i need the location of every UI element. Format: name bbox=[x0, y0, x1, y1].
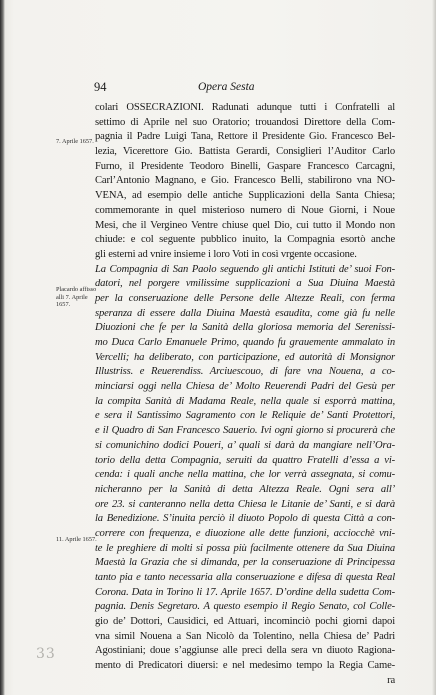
text-line: chiude: e col seguente pubblico inuito, la Compagnia esortò anche bbox=[95, 234, 395, 246]
text-line: Furno, il Presidente Teodoro Binelli, Gaspare Francesco Carcagni, bbox=[95, 160, 395, 172]
text-line: tanto pia e tanto necessaria alla conseruazione e difesa di questa Real bbox=[95, 572, 395, 583]
text-line: Corona. Data in Torino li 17. Aprile 1657. D’ordine della sudetta Com- bbox=[95, 586, 395, 598]
text-line: datori, nel porgere vmilissime supplicazioni a Sua Diuina Maestà bbox=[95, 278, 395, 290]
text-line: settimo di Aprile nel suo Oratorio; trouandosi Direttore della Com- bbox=[95, 116, 395, 128]
text-line: Diuozioni che fe per la Sanità della gloriosa memoria del Serenissi- bbox=[95, 322, 395, 334]
text-line: torio della detta Compagnia, seruiti da quattro Fratelli d’essa a vi- bbox=[95, 454, 395, 466]
text-line: mo Duca Carlo Emanuele Primo, quando fu grauemente ammalato in bbox=[95, 337, 395, 348]
text-line: VENA, ad esempio delle antiche Supplicazioni della Santa Chiesa; bbox=[95, 190, 395, 202]
text-line: minciarsi oggi nella Chiesa de’ Molto Reuerendi Padri del Gesù per bbox=[95, 381, 395, 393]
text-line: gio de’ Dottori, Causidici, ed Attuari, incominciò pochi giorni dapoi bbox=[95, 616, 395, 628]
text-line: La Compagnia di San Paolo seguendo gli antichi Istituti de’ suoi Fon- bbox=[95, 263, 395, 275]
text-line: vna simil Nouena a San Nicolò da Tolentino, nella Chiesa de’ Padri bbox=[95, 630, 395, 642]
library-stamp: 33 bbox=[36, 646, 56, 662]
text-line: pagnia il Padre Luigi Tana, Rettore il Presidente Gio. Francesco Bel- bbox=[95, 131, 395, 143]
margin-note-placard bbox=[56, 286, 96, 309]
text-line: lezia, Vicerettore Gio. Battista Gerardi, Consiglieri l’Auditor Carlo bbox=[95, 146, 395, 158]
margin-note-line: Placardo affisso bbox=[56, 286, 97, 293]
text-line: mento di Predicatori diuersi: e nel medesimo tempo la Regia Came- bbox=[95, 660, 395, 672]
margin-note-date-2 bbox=[56, 536, 97, 544]
text-line: Carl’Antonio Magnano, e Gio. Francesco Belli, stabilirono vna NO- bbox=[95, 175, 395, 187]
text-line: pagnia. Denis Segretaro. A questo esempio il Regio Senato, col Colle- bbox=[95, 601, 395, 613]
text-line: Maestà la Grazia che si dimanda, per la conseruazione di Principessa bbox=[95, 557, 395, 569]
text-line: correre con frequenza, e diuozione alle dette funzioni, acciocchè vni- bbox=[95, 527, 395, 539]
text-line: per la conseruazione delle Persone delle Altezze Reali, con ferma bbox=[95, 292, 395, 304]
page-header bbox=[0, 80, 436, 96]
margin-note-line: 7. Aprile 1657. bbox=[56, 138, 94, 145]
text-line: e sera il Santissimo Sagramento con le Reliquie de’ Santi Protettori, bbox=[95, 410, 395, 422]
text-line: la Benedizione. S’inuita perciò il diuoto Popolo di questa Città a con- bbox=[95, 513, 395, 525]
text-line: Mesi, che il Vergineo Ventre chiuse quel Dio, cui tutto il Mondo non bbox=[95, 219, 395, 231]
text-line: nicheranno per la Sanità di detta Altezza Reale. Ogni sera all’ bbox=[95, 483, 395, 495]
margin-note-date-1 bbox=[56, 138, 94, 146]
text-line: la compita Sanità di Madama Reale, nella quale si esporrà mattina, bbox=[95, 395, 395, 407]
text-line: te le preghiere di molti si possa più facilmente ottenere da Sua Diuina bbox=[95, 542, 395, 554]
text-line: Vercelli; ha deliberato, con participazione, ed autorità di Monsignor bbox=[95, 351, 395, 363]
binding-gutter-shadow bbox=[0, 0, 5, 695]
text-line: si comunichino dodici Poueri, a’ quali si darà da mangiare nell’Ora- bbox=[95, 439, 395, 451]
margin-note-line: 1657. bbox=[56, 301, 71, 309]
page-number: 94 bbox=[94, 80, 107, 94]
text-line: gli esterni ad vnire insieme i loro Voti in così vrgente occasione. bbox=[95, 248, 357, 260]
text-line: ore 23. si canteranno nella detta Chiesa le Litanie de’ Santi, e si darà bbox=[95, 498, 395, 510]
text-line: speranza di essere dalla Diuina Maestà esaudita, come già fu nelle bbox=[95, 307, 395, 319]
text-line: Illustriss. e Reuerendiss. Arciuescouo, di fare vna Nouena, a co- bbox=[95, 366, 395, 378]
margin-note-line: alli 7. Aprile bbox=[56, 293, 88, 301]
body-text bbox=[95, 101, 395, 689]
text-line: colari OSSECRAZIONI. Radunati adunque tutti i Confratelli al bbox=[95, 102, 395, 113]
page-edge bbox=[432, 0, 436, 695]
running-title: Opera Sesta bbox=[198, 81, 255, 93]
text-line: cenda: i quali anche nella mattina, che lor verrà assegnata, si comu- bbox=[95, 469, 395, 481]
margin-note-line: 11. Aprile 1657. bbox=[56, 536, 97, 543]
catchword: ra bbox=[387, 674, 395, 686]
text-line: commemorante in quel misterioso numero di Noue Giorni, i Noue bbox=[95, 204, 395, 216]
text-line: Agostiniani; doue s’aggiunse alle preci della sera vn diuoto Ragiona- bbox=[95, 645, 395, 657]
text-line: e il Quadro di San Francesco Sauerio. Ivi ogni giorno si procurerà che bbox=[95, 425, 395, 437]
